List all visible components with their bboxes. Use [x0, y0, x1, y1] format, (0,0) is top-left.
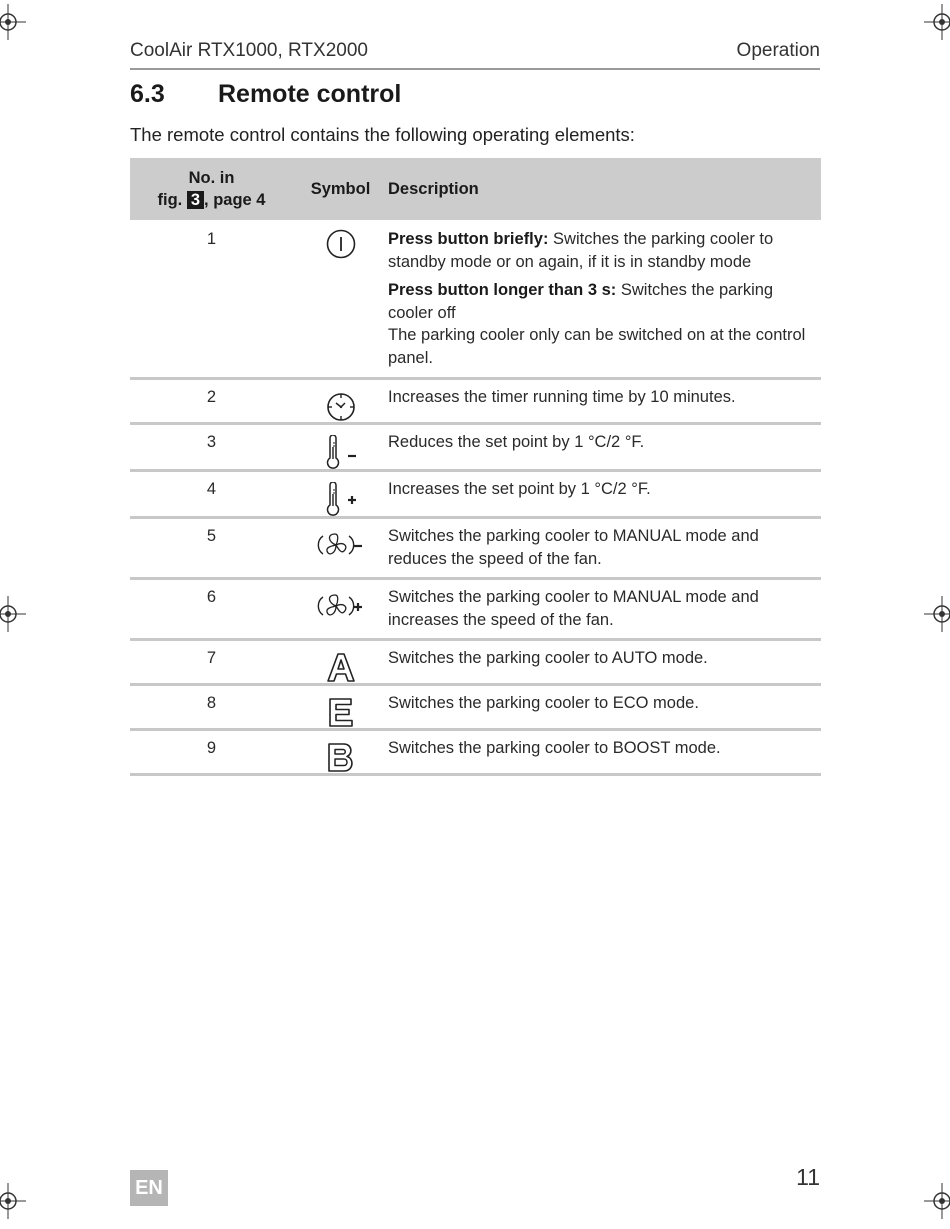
- desc-paragraph: The parking cooler only can be switched on at the control panel.: [388, 326, 806, 367]
- row-symbol: [293, 220, 388, 379]
- row-number: 7: [130, 640, 293, 685]
- row-symbol: [293, 730, 388, 775]
- crop-mark-icon: [0, 1183, 26, 1219]
- row-description: Switches the parking cooler to BOOST mode.: [388, 730, 821, 775]
- row-number: 5: [130, 518, 293, 579]
- header-no-fig: fig.: [157, 191, 183, 209]
- table-row: [130, 379, 821, 424]
- table-row: [130, 579, 821, 640]
- header-chapter: Operation: [736, 40, 820, 61]
- header-product: CoolAir RTX1000, RTX2000: [130, 40, 368, 61]
- table-row: [130, 424, 821, 471]
- row-number: 9: [130, 730, 293, 775]
- table-header-row: [130, 158, 821, 220]
- header-no: [130, 158, 293, 220]
- row-number: 8: [130, 685, 293, 730]
- intro-text: The remote control contains the following operating elements:: [130, 124, 635, 145]
- row-symbol: [293, 640, 388, 685]
- row-symbol: [293, 518, 388, 579]
- thermometer-plus-icon: [319, 482, 363, 516]
- crop-mark-icon: [924, 1183, 950, 1219]
- table-row: [130, 640, 821, 685]
- page-header: [130, 38, 820, 70]
- table-row: [130, 518, 821, 579]
- desc-text: Switches the parking cooler to standby mode or on again, if it is in standby mode: [388, 230, 774, 271]
- table-row: [130, 220, 821, 379]
- power-icon: [325, 228, 357, 260]
- thermometer-minus-icon: [319, 435, 363, 469]
- header-description: Description: [388, 158, 821, 220]
- row-symbol: [293, 579, 388, 640]
- desc-paragraph: [388, 279, 821, 324]
- section-number: 6.3: [130, 80, 165, 108]
- section-title-text: Remote control: [218, 80, 402, 108]
- boost-mode-icon: [325, 741, 357, 773]
- figure-number-badge: 3: [187, 191, 204, 209]
- page-number: 11: [796, 1164, 820, 1190]
- row-description: Reduces the set point by 1 °C/2 °F.: [388, 424, 821, 471]
- row-number: 2: [130, 379, 293, 424]
- row-symbol: [293, 379, 388, 424]
- row-description: Switches the parking cooler to AUTO mode.: [388, 640, 821, 685]
- row-description: Increases the timer running time by 10 minutes.: [388, 379, 821, 424]
- row-description: Switches the parking cooler to ECO mode.: [388, 685, 821, 730]
- eco-mode-icon: [325, 696, 357, 728]
- timer-icon: [325, 390, 357, 422]
- language-badge: EN: [130, 1170, 168, 1206]
- row-number: 4: [130, 471, 293, 518]
- crop-mark-icon: [0, 596, 26, 632]
- desc-bold: Press button longer than 3 s:: [388, 281, 617, 299]
- auto-mode-icon: [325, 651, 357, 683]
- fan-plus-icon: [316, 590, 366, 622]
- section-title: [130, 80, 401, 109]
- crop-mark-icon: [924, 596, 950, 632]
- row-number: 3: [130, 424, 293, 471]
- row-symbol: [293, 471, 388, 518]
- row-description: Switches the parking cooler to MANUAL mode and increases the speed of the fan.: [388, 579, 821, 640]
- table-row: [130, 730, 821, 775]
- desc-bold: Press button briefly:: [388, 230, 549, 248]
- row-number: 6: [130, 579, 293, 640]
- header-symbol: Symbol: [293, 158, 388, 220]
- row-number: 1: [130, 220, 293, 379]
- crop-mark-icon: [924, 4, 950, 40]
- header-no-line1: No. in: [188, 169, 235, 187]
- row-description: [388, 220, 821, 379]
- header-no-page: , page 4: [204, 191, 266, 209]
- table-row: [130, 685, 821, 730]
- row-symbol: [293, 685, 388, 730]
- crop-mark-icon: [0, 4, 26, 40]
- row-description: Increases the set point by 1 °C/2 °F.: [388, 471, 821, 518]
- operating-elements-table: [130, 158, 821, 776]
- row-description: Switches the parking cooler to MANUAL mode and reduces the speed of the fan.: [388, 518, 821, 579]
- desc-text: Switches the parking cooler off: [388, 281, 774, 322]
- row-symbol: [293, 424, 388, 471]
- desc-paragraph: [388, 228, 821, 273]
- table-row: [130, 471, 821, 518]
- fan-minus-icon: [316, 529, 366, 561]
